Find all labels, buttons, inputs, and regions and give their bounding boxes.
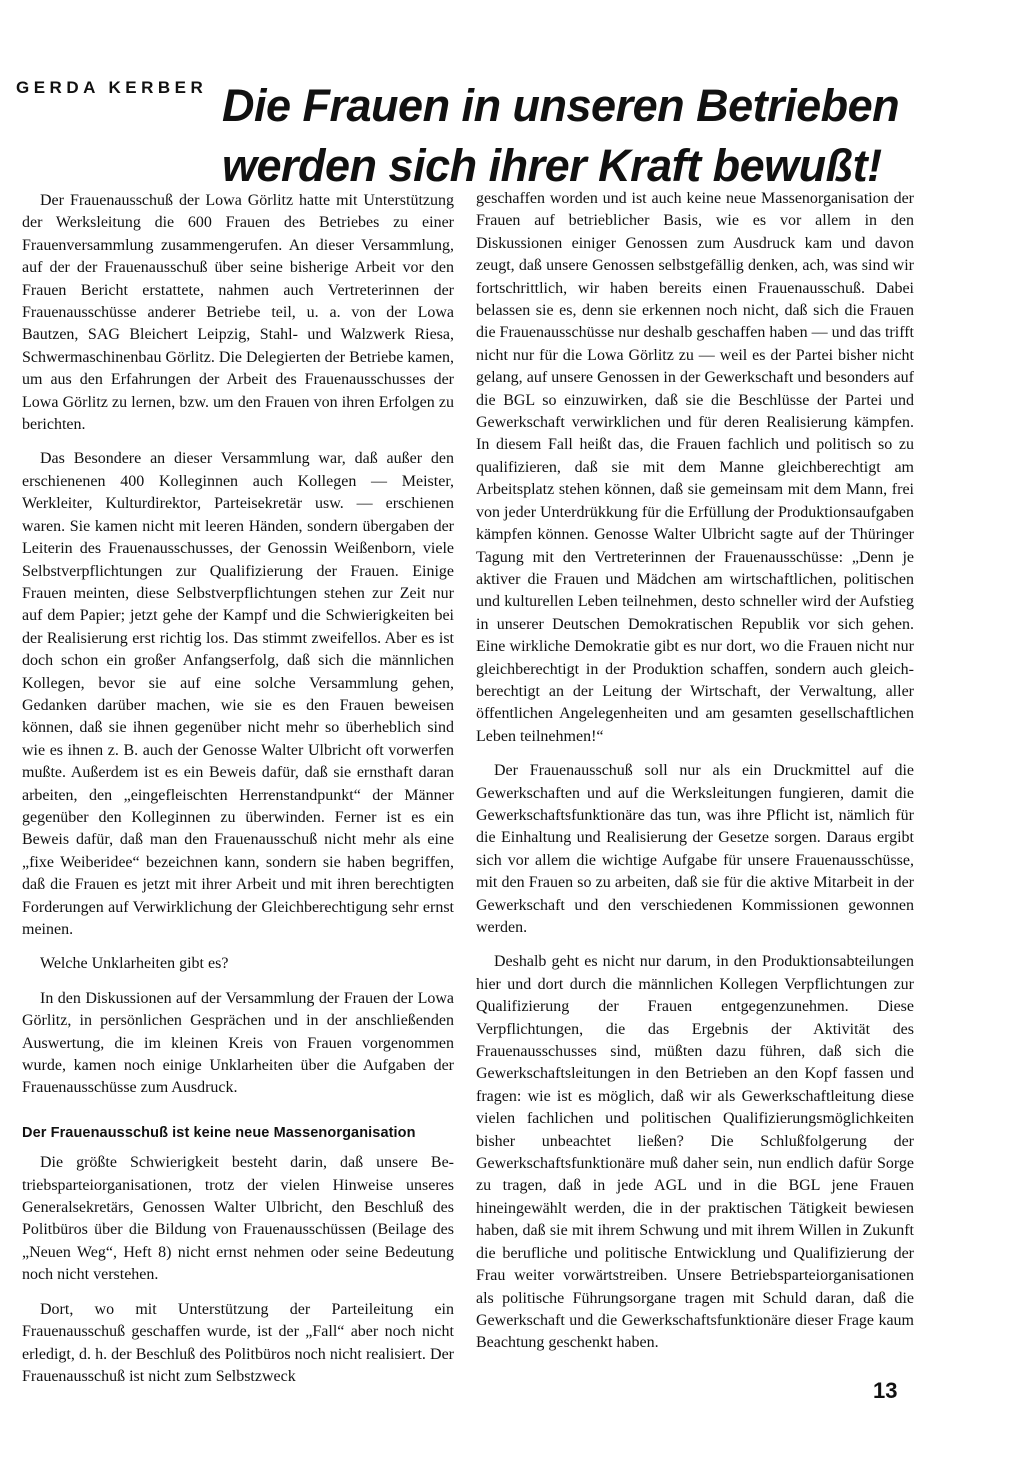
left-paragraph-3: Welche Unklarheiten gibt es? [40,955,229,973]
section-heading: Der Frauenausschuß ist keine neue Massenorganisation [22,1124,416,1141]
right-paragraph-1: geschaffen worden und ist auch keine neue Massenorganisation der Frauen auf betrieblicher Basis, wie es vor allem in den Diskussionen einiger Genossen zum Ausdruck kam und davon zeugt, daß unsere Genossen selbstgefällig denken, ach, was sind wir fortschrittlich, wir haben bereits einen Frauenausschuß. Dabei belassen sie es, denn sie erkennen noch nicht, daß sich die Frauen die Frauenausschüsse nur deshalb geschaffen haben — und das trifft nicht nur für die Lowa Görlitz zu — weil es der Partei bisher nicht gelang, auf unsere Genossen in der Gewerkschaft und besonders auf die BGL so einzuwirken, daß sie die Beschlüsse der Partei und Gewerkschaft verwirklichen und für deren Realisierung kämpfen. In diesem Fall heißt das, die Frauen fachlich und politisch so zu qualifizieren, daß sie mit dem Manne gleichberechtigt am Arbeitsplatz stehen können, daß sie gemeinsam mit dem Mann, frei von jeder Unterdrükkung für die Erfüllung der Produktionsaufgaben kämpfen können. Genosse Walter Ulbricht sagte auf der Thüringer Tagung mit den Vertreterinnen der Frauenausschüsse: „Denn je aktiver die Frauen und Mädchen am wirtschaftlichen, politischen und kulturellen Leben teilnehmen, desto schneller wird der Aufstieg in unserer Deutschen Demokratischen Republik vor sich gehen. Eine wirkliche Demokratie gibt es nur dort, wo die Frauen nicht nur gleichberechtigt in der Produktion schaffen, sondern auch gleichberechtigt an der Leitung der Wirtschaft, der Verwaltung, aller öffentlichen Angelegenheiten und am gesamten gesellschaftlichen Leben teilnehmen!“ [476,190,914,745]
left-paragraph-1: Der Frauenausschuß der Lowa Görlitz hatte mit Unterstützung der Werksleitung die 600 Frauen des Betriebes zu einer Frauenversammlung zusammengerufen. An dieser Versammlung, auf der der Frauenausschuß über seine bisherige Arbeit vor den Frauen Bericht erstattete, nahmen auch Vertreterinnen der Frauenausschüsse anderer Betriebe teil, u. a. von der Lowa Bautzen, SAG Bleichert Leipzig, Stahl- und Walzwerk Riesa, Schwermaschinenbau Görlitz. Die Delegierten der Betriebe kamen, um aus den Erfahrungen der Arbeit des Frauenausschusses der Lowa Görlitz zu lernen, bzw. um den Frauen von ihren Erfolgen zu berichten. [22,192,454,434]
left-paragraph-6: Dort, wo mit Unterstützung der Parteileitung ein Frauenausschuß geschaffen wurde, ist der „Fall“ aber noch nicht erledigt, d. h. der Beschluß des Politbüros noch nicht realisiert. Der Frauenausschuß ist nicht zum Selbstzweck [22,1300,454,1385]
left-paragraph-4: In den Diskussionen auf der Versammlung der Frauen der Lowa Görlitz, in persönlichen Gesprächen und in der anschließenden Auswertung, die im kleinen Kreis von Frauen vorgenommen wurde, kamen noch einige Unklarheiten über die Aufgaben der Frauenausschüsse zum Ausdruck. [22,989,454,1097]
article-author: GERDA KERBER [16,78,208,97]
right-paragraph-3: Deshalb geht es nicht nur darum, in den Produktionsabteilungen hier und dort durch die männlichen Kollegen Verpflichtungen zur Qualifizierung der Frauen entgegenzunehmen. Diese Verpflichtungen, die das Ergebnis der Aktivität des Frauenausschusses sind, müßten dazu führen, daß sich die Gewerkschaftsleitungen in den Betrieben an den Kopf fassen und fragen: wie ist es möglich, daß wir als Gewerkschaftleitung diese vielen fachlichen und politischen Qualifizierungsmöglichkeiten bisher unbeachtet ließen? Die Schlußfolgerung der Gewerkschaftsfunktionäre muß daher sein, nun endlich dafür Sorge zu tragen, daß in jede AGL und in die BGL jene Frauen hineingewählt werden, die in der praktischen Tätigkeit bewiesen haben, daß sie mit ihrem Schwung und mit ihrem Willen in Zukunft die berufliche und politische Entwicklung und Qualifizierung der Frau weiter vorwärtstreiben. Unsere Betriebsparteiorganisationen als politische Führungsorgane tragen mit Schuld daran, daß die Gewerkschaft und die Gewerkschaftsfunktionäre dieser Frage kaum Beachtung geschenkt haben. [476,953,914,1352]
page-number: 13 [873,1378,898,1403]
left-paragraph-5: Die größte Schwierigkeit besteht darin, daß unsere Betriebsparteiorganisationen, trotz der vielen Hinweise unseres Generalsekretärs, Genossen Walter Ulbricht, den Beschluß des Politbüros über die Bildung von Frauenausschüssen (Beilage des „Neuen Weg“, Heft 8) nicht ernst nehmen oder seine Bedeutung noch nicht verstehen. [22,1154,454,1284]
right-paragraph-2: Der Frauenausschuß soll nur als ein Druckmittel auf die Gewerkschaften und auf die Werksleitungen fungieren, damit die Gewerkschaftsfunktionäre das tun, was ihre Pflicht ist, nämlich für die Einhaltung und Realisierung der Gesetze sorgen. Daraus ergibt sich vor allem die wichtige Aufgabe für unsere Frauenausschüsse, mit den Frauen so zu arbeiten, daß sie für die aktive Mitarbeit in der Gewerkschaft und den verschiedenen Kommissionen gewonnen werden. [476,762,914,936]
title-line-2: werden sich ihrer Kraft bewußt! [222,140,882,191]
right-column [476,188,914,1355]
left-column [22,190,454,1388]
title-line-1: Die Frauen in unseren Betrieben [222,80,900,131]
left-paragraph-2: Das Besondere an dieser Versammlung war, daß außer den erschienenen 400 Kolleginnen auch Kollegen — Meister, Werkleiter, Kulturdirektor, Parteisekretär usw. — erschienen waren. Sie kamen nicht mit leeren Händen, sondern übergaben der Leiterin des Frauenausschusses, der Genossin Weißenborn, viele Selbstverpflichtungen zur Qualifizierung der Frauen. Einige Frauen meinten, diese Selbstverpflichtungen stehen zur Zeit nur auf dem Papier; jetzt gehe der Kampf und die Schwierigkeiten bei der Realisierung erst richtig los. Das stimmt zweifellos. Aber es ist doch schon ein großer Anfangserfolg, daß sich die männlichen Kollegen, bevor sie auf eine solche Versammlung gehen, Gedanken darüber machen, wie sie es den Frauen beweisen können, daß sie ihnen gegenüber nicht mehr so überheblich sind wie es ihnen z. B. auch der Genosse Walter Ulbricht oft vorwerfen mußte. Außerdem ist es ein Beweis dafür, daß sie ernsthaft daran arbeiten, den „eingefleischten Herrenstandpunkt“ der Männer gegenüber den Kolleginnen zu überwinden. Ferner ist es ein Beweis dafür, daß man den Frauenausschuß nicht mehr als eine „fixe Weiberidee“ bezeichnen kann, sondern sie haben begriffen, daß die Frauen es jetzt mit ihrer Arbeit und mit ihren berechtigten Forderungen auf Verwirklichung der Gleichberechtigung sehr ernst meinen. [22,450,454,938]
article-title [222,76,1012,196]
